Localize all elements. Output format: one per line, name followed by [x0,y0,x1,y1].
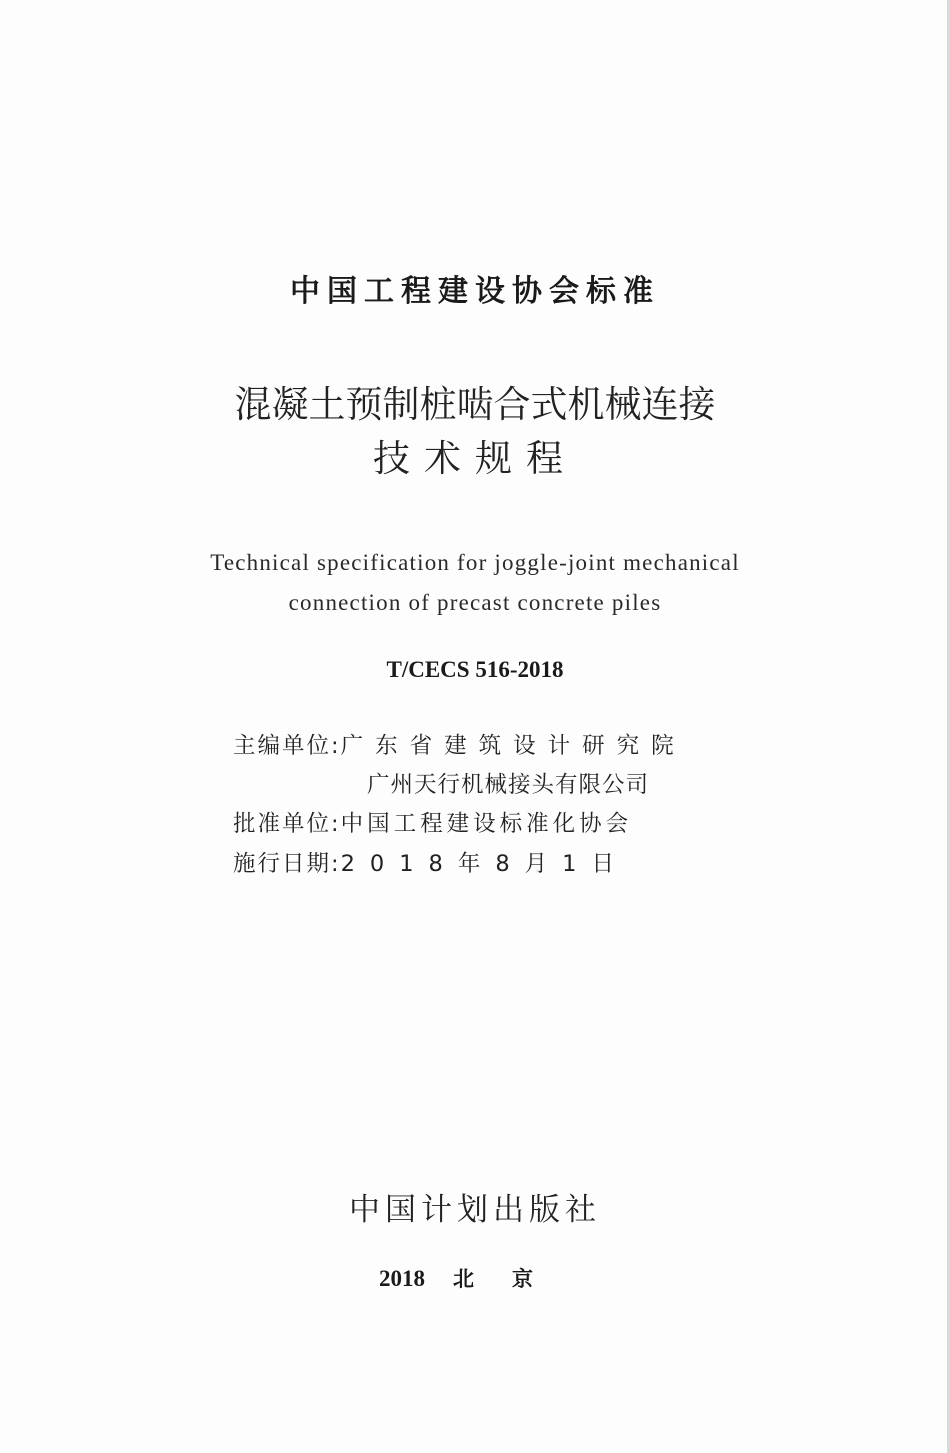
standard-code: T/CECS 516-2018 [386,657,564,682]
title-cn-line2: 技术规程 [373,437,577,480]
effective-date-row [233,846,629,878]
association-standard-heading: 中国工程建设协会标准 [290,274,660,309]
title-cn-line1: 混凝土预制桩啮合式机械连接 [234,383,716,426]
effective-date-value: 2018年8月1日 [340,851,629,877]
approval-value: 中国工程建设标准化协会 [340,811,633,837]
approval-row [233,806,632,838]
publication-place [0,1263,950,1293]
title-en-line2: connection of precast concrete piles [288,590,662,615]
chief-editor-label: 主编单位: [233,733,341,759]
chief-editor-value-2: 广州天行机械接头有限公司 [367,772,650,798]
publisher-name: 中国计划出版社 [349,1192,601,1228]
publication-city: 北京 [453,1267,571,1291]
publication-year: 2018 [379,1266,425,1291]
effective-date-label: 施行日期: [233,851,341,877]
title-en-line1: Technical specification for joggle-joint mechanical [210,550,740,575]
chief-editor-row [233,728,686,760]
approval-label: 批准单位: [233,811,341,837]
chief-editor-value-1: 广东省建筑设计研究院 [340,733,686,759]
